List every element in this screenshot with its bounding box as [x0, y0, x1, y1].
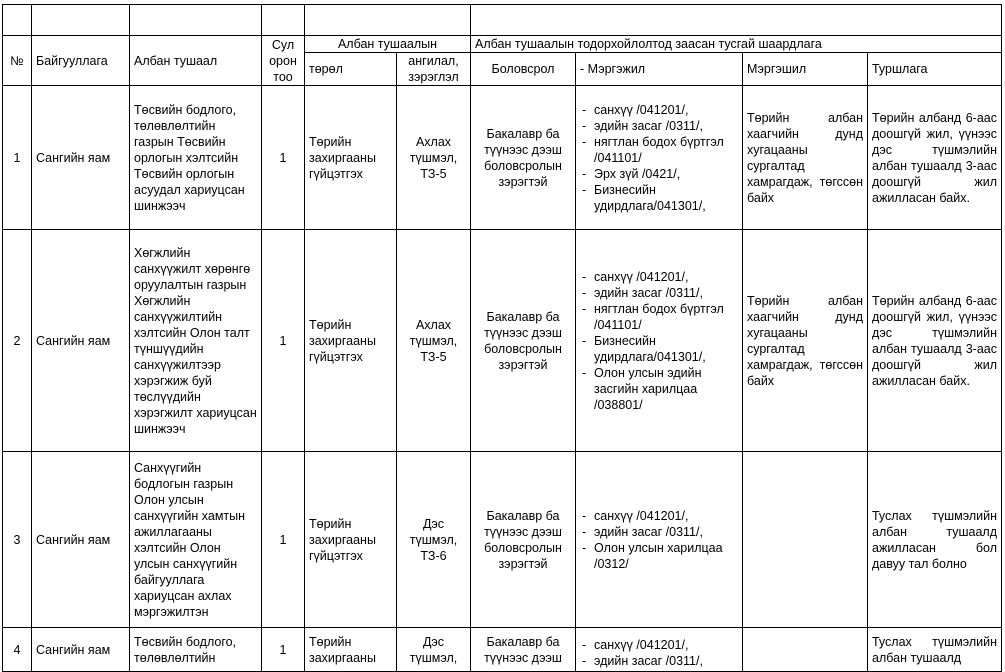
header-row-1: [3, 36, 1002, 53]
row-organization: Сангийн яам: [32, 628, 130, 672]
row-experience: Төрийн албанд 6-аас доошгүй жил, үүнээс дэс түшмэлийн албан тушаалд 3-аас доошгүй жил ажилласан байх.: [868, 230, 1002, 452]
row-no: 3: [3, 452, 32, 628]
list-item: - санхүү /041201/,: [580, 508, 738, 524]
header-experience: Туршлага: [868, 53, 1002, 86]
list-item: - Эрх зүй /0421/,: [580, 166, 738, 182]
row-category: Дэс түшмэл, ТЗ-6: [397, 452, 471, 628]
row-count: 1: [262, 230, 305, 452]
list-item: - санхүү /041201/,: [580, 102, 738, 118]
list-item: - санхүү /041201/,: [580, 269, 738, 285]
blank-cell: [262, 5, 305, 36]
profession-list: [580, 269, 738, 413]
row-no: 4: [3, 628, 32, 672]
row-count: 1: [262, 628, 305, 672]
header-type: төрөл: [305, 53, 397, 86]
list-item: - Олон улсын харилцаа /0312/: [580, 540, 738, 572]
row-professions: [576, 628, 743, 672]
profession-list: [580, 631, 738, 669]
table-row: [3, 452, 1002, 628]
row-position: Хөгжлийн санхүүжилт хөрөнгө оруулалтын газрын Хөгжлийн санхүүжилтийн хэлтсийн Олон талт түншүүдийн санхүүжилтээр хэрэгжиж буй төслүүдийн хэрэгжилт хариуцсан шинжээч: [130, 230, 262, 452]
list-item: - эдийн засаг /0311/,: [580, 653, 738, 669]
row-experience: Туслах түшмэлийн албан тушаалд: [868, 628, 1002, 672]
row-professions: [576, 86, 743, 230]
row-position: Төсвийн бодлого, төлөвлөлтийн газрын Төсвийн орлогын хэлтсийн Төсвийн орлогын асуудал хариуцсан шинжээч: [130, 86, 262, 230]
table-row: [3, 628, 1002, 672]
row-experience: Туслах түшмэлийн албан тушаалд ажилласан бол давуу тал болно: [868, 452, 1002, 628]
row-position: Санхүүгийн бодлогын газрын Олон улсын санхүүгийн хамтын ажиллагааны хэлтсийн Олон улсын санхүүгийн байгууллага хариуцсан ахлах мэргэжилтэн: [130, 452, 262, 628]
blank-cell: [305, 5, 471, 36]
list-item: - эдийн засаг /0311/,: [580, 118, 738, 134]
header-profession: - Мэргэжил: [576, 53, 743, 86]
header-category: ангилал, зэрэглэл: [397, 53, 471, 86]
row-count: 1: [262, 452, 305, 628]
row-category: Ахлах түшмэл, ТЗ-5: [397, 86, 471, 230]
row-category: Ахлах түшмэл, ТЗ-5: [397, 230, 471, 452]
row-education: Бакалавр ба түүнээс дээш: [471, 628, 576, 672]
profession-list: [580, 508, 738, 572]
list-item: - эдийн засаг /0311/,: [580, 524, 738, 540]
list-item: - Бизнесийн удирдлага/041301/,: [580, 333, 738, 365]
header-education: Боловсрол: [471, 53, 576, 86]
blank-cell: [3, 5, 32, 36]
blank-header-row: [3, 5, 1002, 36]
blank-cell: [32, 5, 130, 36]
list-item: - нягтлан бодох бүртгэл /041101/: [580, 301, 738, 333]
row-type: Төрийн захиргааны гүйцэтгэх: [305, 86, 397, 230]
blank-cell: [130, 5, 262, 36]
list-item: - эдийн засаг /0311/,: [580, 285, 738, 301]
table-row: [3, 86, 1002, 230]
row-no: 1: [3, 86, 32, 230]
row-qualification: Төрийн албан хаагчийн дунд хугацааны сургалтад хамрагдаж, төгссөн байх: [743, 86, 868, 230]
list-item: - нягтлан бодох бүртгэл /041101/: [580, 134, 738, 166]
row-organization: Сангийн яам: [32, 230, 130, 452]
row-type: Төрийн захиргааны гүйцэтгэх: [305, 230, 397, 452]
row-organization: Сангийн яам: [32, 86, 130, 230]
vacancy-table: [2, 4, 1002, 672]
header-group-position: Албан тушаалын: [305, 36, 471, 53]
row-position: Төсвийн бодлого, төлөвлөлтийн: [130, 628, 262, 672]
row-count: 1: [262, 86, 305, 230]
row-organization: Сангийн яам: [32, 452, 130, 628]
row-type: Төрийн захиргааны: [305, 628, 397, 672]
row-qualification: [743, 452, 868, 628]
table-row: [3, 230, 1002, 452]
row-experience: Төрийн албанд 6-аас доошгүй жил, үүнээс дэс түшмэлийн албан тушаалд 3-аас доошгүй жил ажилласан байх.: [868, 86, 1002, 230]
header-qualification: Мэргэшил: [743, 53, 868, 86]
row-type: Төрийн захиргааны гүйцэтгэх: [305, 452, 397, 628]
profession-list: [580, 102, 738, 214]
row-education: Бакалавр ба түүнээс дээш боловсролын зэрэгтэй: [471, 452, 576, 628]
row-professions: [576, 230, 743, 452]
row-category: Дэс түшмэл,: [397, 628, 471, 672]
row-qualification: Төрийн албан хаагчийн дунд хугацааны сургалтад хамрагдаж, төгссөн байх: [743, 230, 868, 452]
header-position: Албан тушаал: [130, 36, 262, 86]
header-no: №: [3, 36, 32, 86]
header-organization: Байгууллага: [32, 36, 130, 86]
list-item: - санхүү /041201/,: [580, 637, 738, 653]
row-professions: [576, 452, 743, 628]
list-item: - Олон улсын эдийн засгийн харилцаа /038801/: [580, 365, 738, 413]
blank-cell: [471, 5, 1002, 36]
row-education: Бакалавр ба түүнээс дээш боловсролын зэрэгтэй: [471, 86, 576, 230]
list-item: - Бизнесийн удирдлага/041301/,: [580, 182, 738, 214]
row-no: 2: [3, 230, 32, 452]
row-qualification: [743, 628, 868, 672]
header-vacancy-count: Сул орон тоо: [262, 36, 305, 86]
row-education: Бакалавр ба түүнээс дээш боловсролын зэрэгтэй: [471, 230, 576, 452]
header-group-requirements: Албан тушаалын тодорхойлолтод заасан тусгай шаардлага: [471, 36, 1002, 53]
